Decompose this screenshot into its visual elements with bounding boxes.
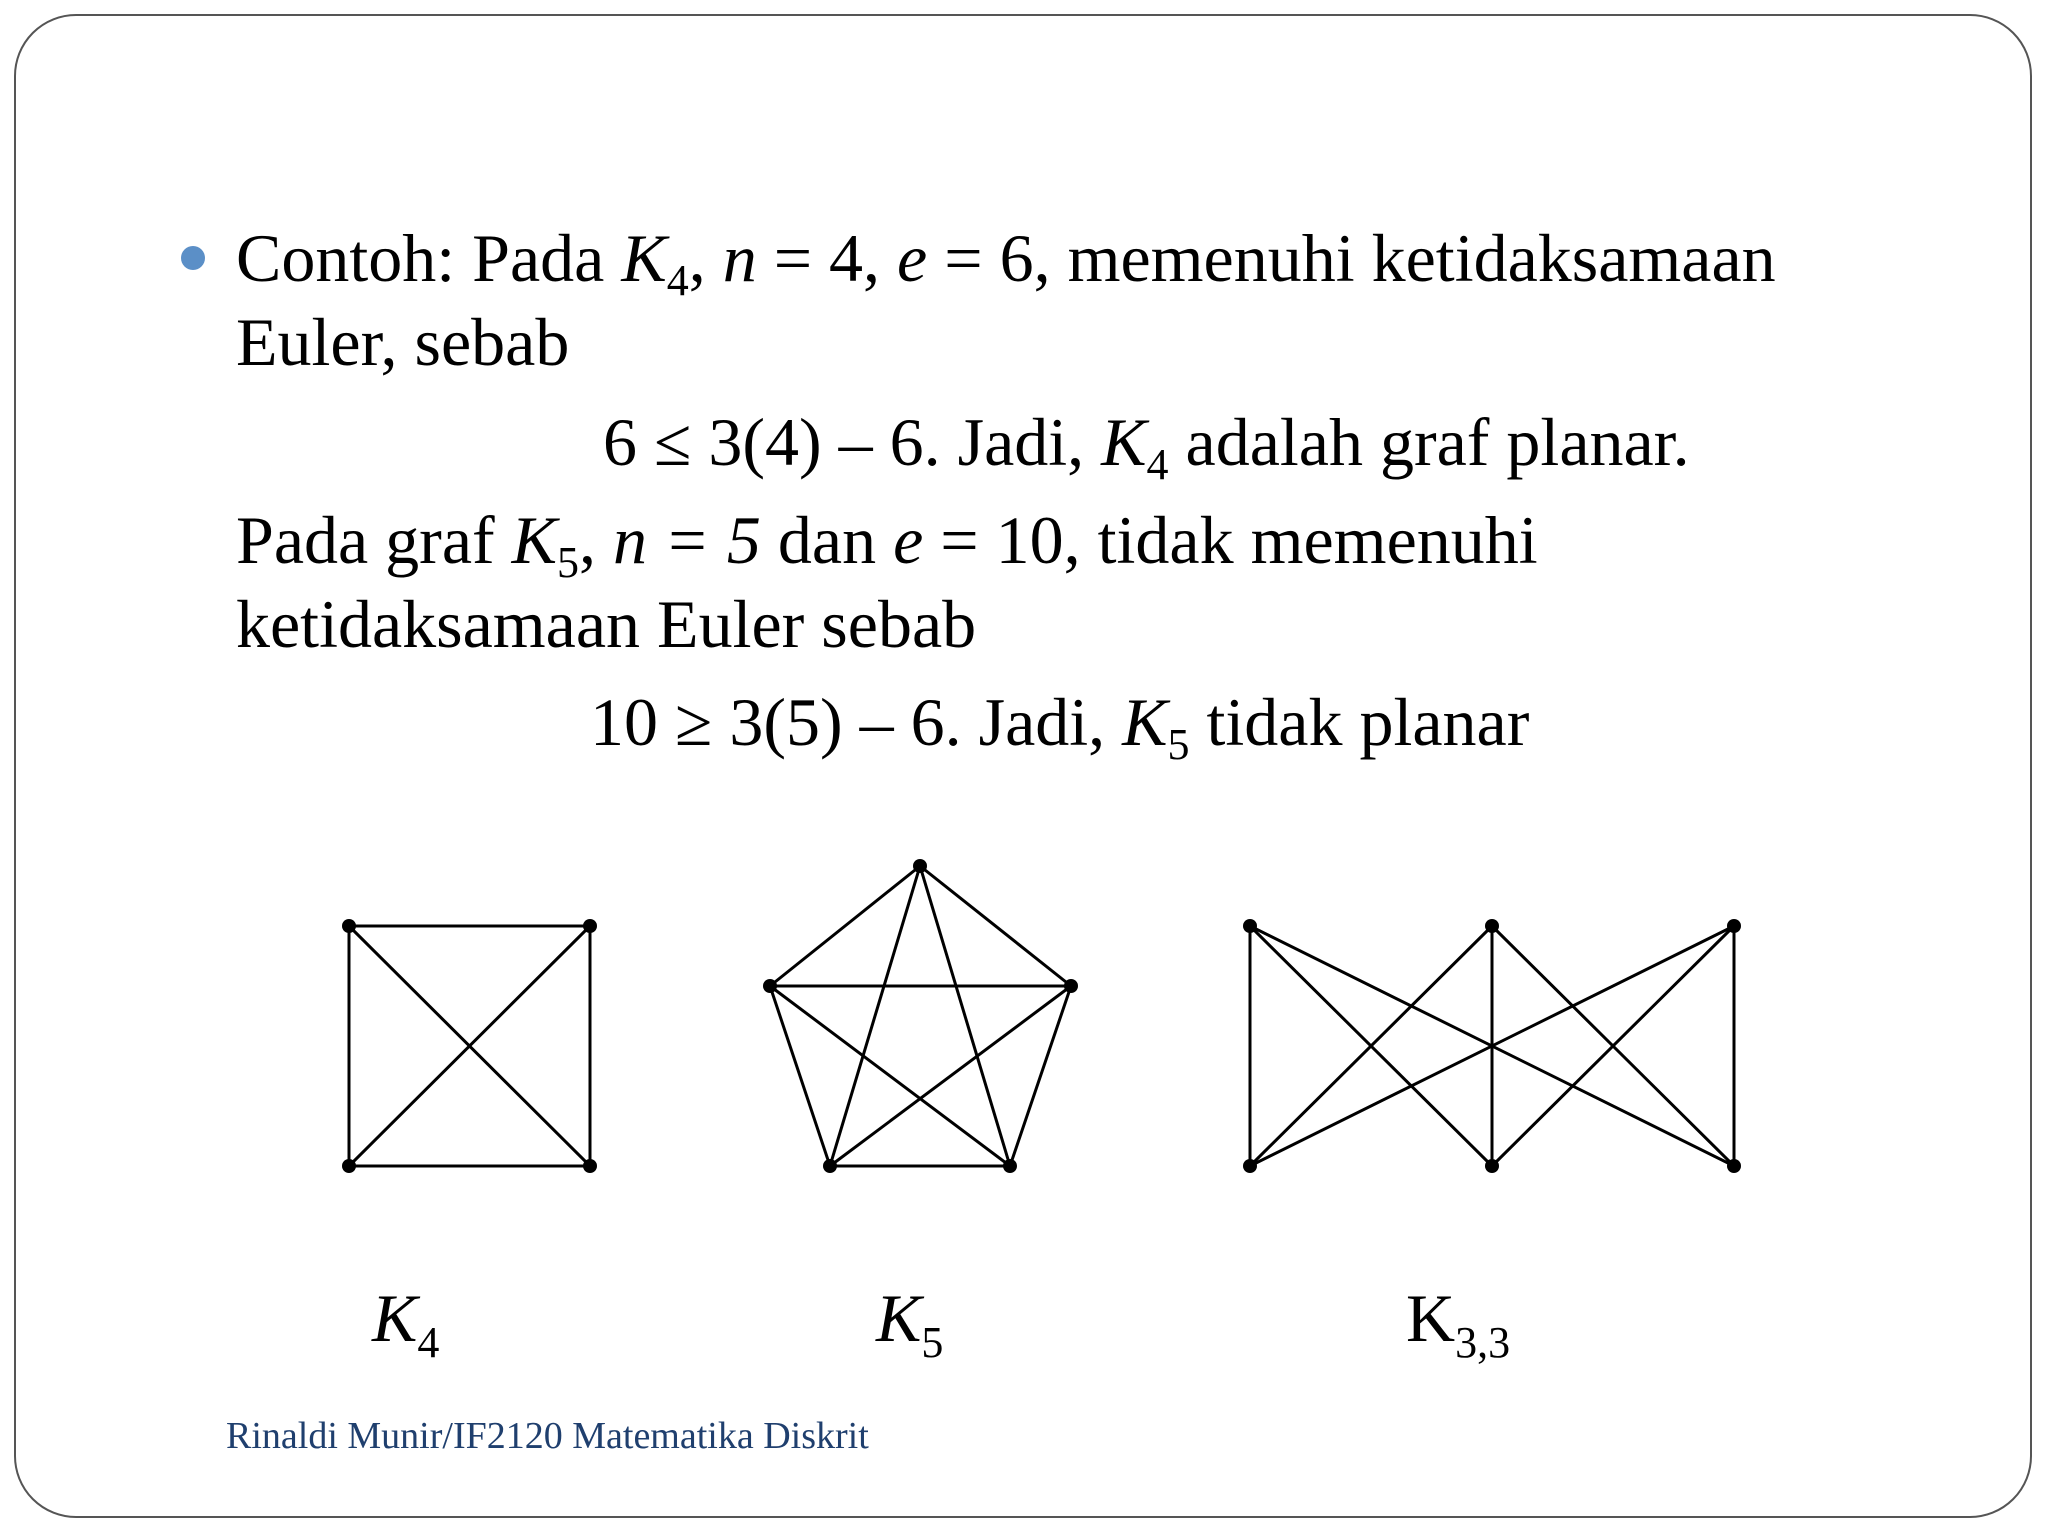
k33-vertex <box>1485 1159 1499 1173</box>
label-k5: $K_5$ <box>876 1280 944 1367</box>
k5-edge <box>770 866 920 986</box>
text-line-5: ketidaksamaan Euler sebab <box>236 586 977 662</box>
k33-vertex <box>1243 1159 1257 1173</box>
k5-vertex <box>823 1159 837 1173</box>
graph-k5 <box>763 859 1078 1173</box>
k5-edge <box>830 986 1071 1166</box>
k33-vertex <box>1243 919 1257 933</box>
k33-vertex <box>1485 919 1499 933</box>
k5-edge <box>1010 986 1071 1166</box>
k5-edge <box>770 986 1010 1166</box>
k5-vertex <box>763 979 777 993</box>
text-line-2: Euler, sebab <box>236 304 570 380</box>
footer: Rinaldi Munir/IF2120 Matematika Diskrit <box>226 1415 869 1457</box>
label-k4: $K_4$ <box>372 1280 440 1367</box>
text-line-1: Contoh: Pada $K_4$, n = 4, e = 6, memenuhi ketidaksamaan <box>236 220 1776 305</box>
k33-vertex <box>1727 1159 1741 1173</box>
k5-vertex <box>1064 979 1078 993</box>
k5-edge <box>770 986 830 1166</box>
text-line-4: Pada graf $K_5$, n = 5 dan e = 10, tidak memenuhi <box>236 502 1538 587</box>
k5-vertex <box>1003 1159 1017 1173</box>
formula-k4: 6 ≤ 3(4) – 6. Jadi, $K_4$ adalah graf planar. <box>603 404 1690 489</box>
k5-vertex <box>913 859 927 873</box>
formula-k5: 10 ≥ 3(5) – 6. Jadi, $K_5$ tidak planar <box>590 684 1530 769</box>
k5-edge <box>920 866 1071 986</box>
k4-vertex <box>583 919 597 933</box>
k4-vertex <box>583 1159 597 1173</box>
k4-vertex <box>342 1159 356 1173</box>
graph-k33 <box>1243 919 1741 1173</box>
label-k33: $K_{3,3}$ <box>1406 1280 1511 1367</box>
k33-vertex <box>1727 919 1741 933</box>
k5-edge <box>920 866 1010 1166</box>
graph-k4 <box>342 919 597 1173</box>
k5-edge <box>830 866 920 1166</box>
k4-vertex <box>342 919 356 933</box>
